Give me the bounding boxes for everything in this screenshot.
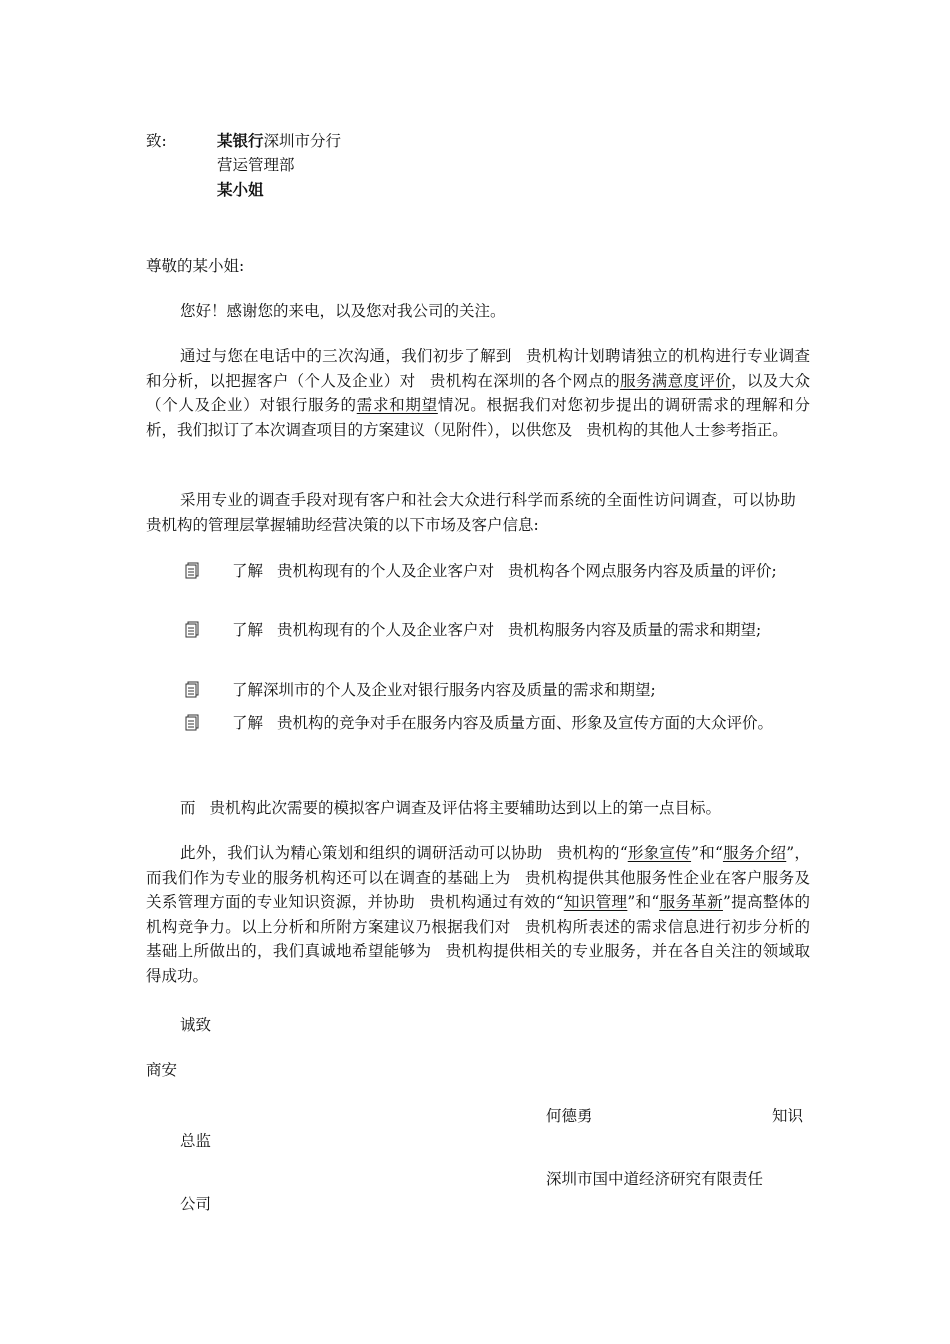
list-item: [184, 617, 810, 669]
list-item: [184, 677, 810, 703]
paragraph-objective: 而 贵机构此次需要的模拟客户调查及评估将主要辅助达到以上的第一点目标。: [180, 799, 722, 817]
paragraph-additional: 此外，我们认为精心策划和组织的调研活动可以协助 贵机构的“形象宣传”和“服务介绍”，而我们作为专业的服务机构还可以在调查的基础上为 贵机构提供其他服务性企业在客户服务及关系管理方面的专业知识资源，并协助 贵机构通过有效的“知识管理”和“服务革新”提高整体的机构竞争力。以上分析和所附方案建议乃根据我们对 贵机构所表述的需求信息进行初步分析的基础上所做出的，我们真诚地希望能够为 贵机构提供相关的专业服务，并在各自关注的领域取得成功。: [146, 844, 810, 985]
to-label: 致:: [146, 132, 167, 150]
signer-name: 何德勇: [546, 1107, 593, 1125]
paragraph-method: 采用专业的调查手段对现有客户和社会大众进行科学而系统的全面性访问调查，可以协助贵机构的管理层掌握辅助经营决策的以下市场及客户信息:: [146, 491, 796, 534]
recipient-bank-rest: 深圳市分行: [263, 132, 342, 150]
document-stack-icon: [184, 621, 200, 639]
document-stack-icon: [184, 681, 200, 699]
underline-needs-expectations: 需求和期望: [356, 396, 438, 414]
signer-title-part2: 总监: [180, 1132, 212, 1150]
company-name-part2: 公司: [180, 1195, 212, 1213]
recipient-person: 某小姐: [217, 180, 264, 199]
list-item: [184, 558, 810, 610]
recipient-bank-bold: 某银行: [217, 131, 264, 150]
list-item: [184, 710, 810, 762]
underline-service-introduction: 服务介绍: [722, 844, 787, 862]
list-item-text: 了解深圳市的个人及企业对银行服务内容及质量的需求和期望;: [232, 681, 656, 699]
list-item-text: 了解 贵机构现有的个人及企业客户对 贵机构服务内容及质量的需求和期望;: [232, 621, 762, 639]
document-stack-icon: [184, 714, 200, 732]
company-name-part1: 深圳市国中道经济研究有限责任: [546, 1170, 764, 1188]
list-item-text: 了解 贵机构的竞争对手在服务内容及质量方面、形象及宣传方面的大众评价。: [232, 714, 774, 732]
list-item-text: 了解 贵机构现有的个人及企业客户对 贵机构各个网点服务内容及质量的评价;: [232, 562, 777, 580]
paragraph-intro: 通过与您在电话中的三次沟通，我们初步了解到 贵机构计划聘请独立的机构进行专业调查和分析，以把握客户（个人及企业）对 贵机构在深圳的各个网点的服务满意度评价，以及大众（个人及企业）对银行服务的需求和期望情况。根据我们对您初步提出的调研需求的理解和分析，我们拟订了本次调查项目的方案建议（见附件），以供您及 贵机构的其他人士参考指正。: [146, 347, 810, 439]
document-stack-icon: [184, 562, 200, 580]
underline-service-innovation: 服务革新: [659, 893, 723, 911]
underline-knowledge-management: 知识管理: [563, 893, 628, 911]
salutation: 尊敬的某小姐:: [146, 257, 245, 275]
closing-shangan: 商安: [146, 1061, 178, 1079]
underline-image-promotion: 形象宣传: [627, 844, 692, 862]
recipient-dept: 营运管理部: [217, 156, 295, 174]
closing-regards: 诚致: [180, 1016, 212, 1034]
recipient-bank: [217, 129, 341, 151]
signer-title-part1: 知识: [772, 1107, 804, 1125]
greeting: 您好！感谢您的来电，以及您对我公司的关注。: [180, 302, 506, 320]
underline-service-satisfaction: 服务满意度评价: [620, 371, 732, 390]
